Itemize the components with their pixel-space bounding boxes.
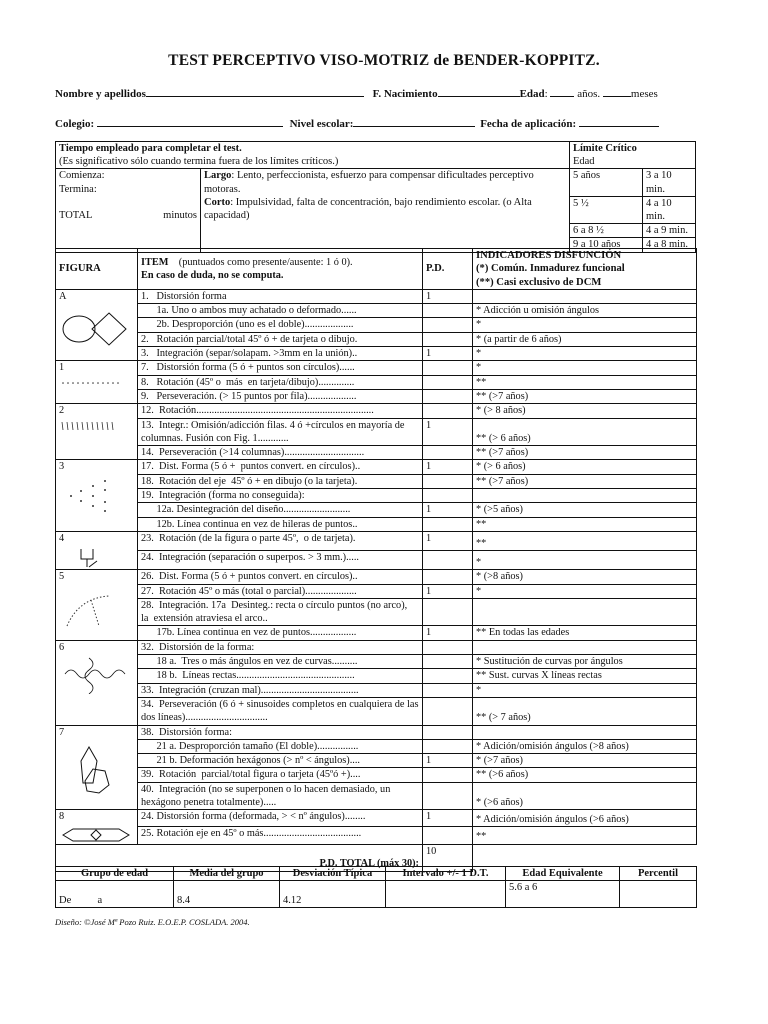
item-indicator	[473, 289, 697, 303]
item-row	[56, 683, 697, 697]
group-header-0: Grupo de edad	[56, 867, 174, 881]
item-indicator: ** (>6 años)	[473, 768, 697, 782]
item-score[interactable]	[423, 304, 473, 318]
figure-1-sketch	[59, 377, 133, 391]
item-text: 21 b. Deformación hexágonos (> nº < ángulos)....	[138, 754, 423, 768]
item-text: 7. Distorsión forma (5 ó + puntos son círculos)......	[138, 361, 423, 375]
item-score[interactable]	[423, 669, 473, 683]
item-text: 32. Distorsión de la forma:	[138, 640, 423, 654]
time-header-title: Tiempo empleado para completar el test.	[59, 143, 242, 154]
group-age-range[interactable]: De a	[56, 881, 174, 908]
item-text: 25. Rotación eje en 45º o más......................................	[138, 827, 423, 844]
figure-cell	[56, 531, 138, 569]
item-indicator: * Sustitución de curvas por ángulos	[473, 655, 697, 669]
item-row	[56, 446, 697, 460]
group-desviacion[interactable]: 4.12	[280, 881, 386, 908]
item-text: 14. Perseveración (>14 columnas)...............................	[138, 446, 423, 460]
item-score[interactable]	[423, 389, 473, 403]
item-row	[56, 304, 697, 318]
figure-cell	[56, 725, 138, 810]
item-row	[56, 584, 697, 598]
item-indicator: * (>5 años)	[473, 503, 697, 517]
item-indicator: *	[473, 584, 697, 598]
item-score[interactable]	[423, 570, 473, 584]
item-score[interactable]	[423, 725, 473, 739]
item-indicator: * (>7 años)	[473, 754, 697, 768]
item-score[interactable]: 1	[423, 289, 473, 303]
limite-edad-3: 9 a 10 años	[569, 238, 642, 252]
group-edad-equivalente[interactable]: 5.6 a 6	[506, 881, 620, 908]
pd-total-label: P.D. TOTAL (máx 30):	[138, 844, 423, 871]
item-score[interactable]: 1	[423, 810, 473, 827]
edad-col-header: Edad	[572, 156, 595, 168]
item-header-label: ITEM	[141, 256, 169, 268]
item-text: 12b. Línea continua en vez de hileras de puntos..	[138, 517, 423, 531]
item-text: 12a. Desintegración del diseño..........................	[138, 503, 423, 517]
group-header-3: Intervalo +/- 1 D.T.	[386, 867, 506, 881]
figure-cell	[56, 810, 138, 844]
item-row	[56, 626, 697, 640]
item-score[interactable]	[423, 697, 473, 725]
item-text: 24. Integración (separación o superpos. > 3 mm.).....	[138, 551, 423, 570]
form-line-2	[55, 116, 659, 130]
largo-text: : Lento, perfeccionista, esfuerzo para compensar dificultades perceptivo motoras.	[204, 170, 534, 195]
limite-edad-2: 6 a 8 ½	[569, 224, 642, 238]
item-score[interactable]	[423, 404, 473, 418]
item-indicator: **	[473, 517, 697, 531]
colegio-field[interactable]	[97, 116, 283, 127]
figure-label: 8	[59, 811, 65, 823]
item-indicator: ** Sust. curvas X líneas rectas	[473, 669, 697, 683]
figure-6-sketch	[59, 656, 133, 694]
item-row	[56, 318, 697, 332]
item-text: 40. Integración (no se superponen o lo hacen demasiado, un hexágono penetra totalmente).....	[138, 782, 423, 810]
total-time-label: TOTAL	[59, 210, 93, 222]
item-indicator: * Adicción u omisión ángulos	[473, 304, 697, 318]
item-row	[56, 768, 697, 782]
time-entries	[56, 169, 201, 252]
item-indicator: ** (>7 años)	[473, 446, 697, 460]
pd-header: P.D.	[423, 249, 473, 290]
figure-label: 4	[59, 532, 65, 544]
item-indicator	[473, 489, 697, 503]
item-row	[56, 669, 697, 683]
item-text: 24. Distorsión forma (deformada, > < nº ángulos)........	[138, 810, 423, 827]
item-indicator: ** En todas las edades	[473, 626, 697, 640]
item-score[interactable]: 1	[423, 418, 473, 446]
figure-cell	[56, 404, 138, 460]
item-header-note: (puntuados como presente/ausente: 1 ó 0).	[178, 256, 353, 268]
item-text: 17. Dist. Forma (5 ó + puntos convert. en círculos)..	[138, 460, 423, 474]
item-score[interactable]	[423, 768, 473, 782]
item-row	[56, 655, 697, 669]
edad-label: Edad	[519, 88, 545, 100]
item-indicator	[473, 598, 697, 626]
group-header-2: Desviación Típica	[280, 867, 386, 881]
item-text: 1a. Uno o ambos muy achatado o deformado......	[138, 304, 423, 318]
item-indicator: *	[473, 347, 697, 361]
nacimiento-label: F. Nacimiento	[372, 88, 438, 100]
item-score[interactable]	[423, 640, 473, 654]
item-score[interactable]	[423, 446, 473, 460]
item-indicator: *	[473, 361, 697, 375]
nombre-label: Nombre y apellidos	[55, 88, 146, 100]
item-text: 9. Perseveración. (> 15 puntos por fila)...................	[138, 389, 423, 403]
limite-edad-1: 5 ½	[569, 196, 642, 223]
nombre-field[interactable]	[146, 86, 364, 97]
item-indicator: * (>6 años)	[473, 782, 697, 810]
item-row	[56, 332, 697, 346]
item-indicator: * Adición/omisión ángulos (>6 años)	[473, 810, 697, 827]
time-interpretation	[201, 169, 570, 252]
item-row	[56, 697, 697, 725]
indicators-header-3: (**) Casi exclusivo de DCM	[476, 276, 602, 288]
group-header-1: Media del grupo	[174, 867, 280, 881]
corto-text: : Impulsividad, falta de concentración, bajo rendimiento escolar. (o Alta capacidad)	[204, 196, 532, 222]
item-row	[56, 460, 697, 474]
limite-intervalo-0: 3 a 10 min.	[642, 169, 695, 196]
item-indicator: *	[473, 683, 697, 697]
item-header	[138, 249, 423, 290]
item-indicator: * (>8 años)	[473, 570, 697, 584]
item-score[interactable]: 1	[423, 626, 473, 640]
item-score[interactable]: 1	[423, 460, 473, 474]
item-row	[56, 347, 697, 361]
item-score[interactable]	[423, 598, 473, 626]
item-row	[56, 375, 697, 389]
item-row	[56, 389, 697, 403]
item-row	[56, 598, 697, 626]
item-score[interactable]: 1	[423, 754, 473, 768]
item-score[interactable]: 1	[423, 347, 473, 361]
item-score[interactable]: 1	[423, 531, 473, 550]
item-indicator: *	[473, 551, 697, 570]
figure-5-sketch	[59, 586, 133, 630]
limite-header-label: Límite Crítico	[572, 143, 637, 154]
item-row	[56, 531, 697, 550]
group-media[interactable]: 8.4	[174, 881, 280, 908]
nivel-field[interactable]	[353, 116, 475, 127]
items-table	[55, 248, 697, 872]
item-text: 17b. Línea continua en vez de puntos..................	[138, 626, 423, 640]
item-score[interactable]	[423, 474, 473, 488]
limite-intervalo-1: 4 a 10 min.	[642, 196, 695, 223]
figure-4-sketch	[59, 547, 133, 569]
limite-edad-0: 5 años	[569, 169, 642, 196]
item-text: 2b. Desproporción (uno es el doble)...................	[138, 318, 423, 332]
item-indicator: *	[473, 318, 697, 332]
item-score[interactable]	[423, 683, 473, 697]
item-row	[56, 517, 697, 531]
item-score[interactable]	[423, 332, 473, 346]
item-score[interactable]	[423, 827, 473, 844]
item-row	[56, 361, 697, 375]
figure-label: 2	[59, 405, 65, 417]
figure-cell	[56, 460, 138, 531]
termina-label: Termina:	[59, 183, 97, 195]
item-row	[56, 551, 697, 570]
item-text: 28. Integración. 17a Desinteg.: recta o círculo puntos (no arco), la extensión atraviesa el arco..	[138, 598, 423, 626]
item-indicator: ** (> 6 años)	[473, 418, 697, 446]
item-score[interactable]	[423, 361, 473, 375]
pd-total-value[interactable]: 10	[423, 844, 473, 871]
edad-meses-field[interactable]	[603, 86, 631, 97]
figure-2-sketch	[59, 420, 133, 434]
item-row	[56, 782, 697, 810]
item-indicator	[473, 725, 697, 739]
item-indicator: **	[473, 531, 697, 550]
item-indicator: **	[473, 375, 697, 389]
item-indicator: ** (> 7 años)	[473, 697, 697, 725]
largo-label: Largo	[204, 170, 232, 182]
meses-label: meses	[630, 88, 658, 100]
figure-label: 7	[59, 726, 65, 738]
form-line-1: Nombre y apellidos F. Nacimiento Edad: años. meses	[55, 88, 658, 100]
nacimiento-field[interactable]	[438, 86, 520, 97]
item-row	[56, 754, 697, 768]
fecha-field[interactable]	[579, 116, 659, 127]
group-intervalo[interactable]	[386, 881, 506, 908]
item-text: 13. Integr.: Omisión/adicción filas. 4 ó +círculos en mayoría de columnas. Fusión con Fig. 1............	[138, 418, 423, 446]
figure-label: A	[59, 290, 67, 302]
item-score[interactable]	[423, 517, 473, 531]
item-text: 38. Distorsión forma:	[138, 725, 423, 739]
indicators-header	[473, 249, 697, 290]
limite-intervalo-2: 4 a 9 min.	[642, 224, 695, 238]
item-text: 8. Rotación (45º o más en tarjeta/dibujo)..............	[138, 375, 423, 389]
group-header-5: Percentil	[620, 867, 697, 881]
item-indicator: ** (>7 años)	[473, 474, 697, 488]
figure-label: 5	[59, 571, 65, 583]
item-row	[56, 474, 697, 488]
item-row	[56, 640, 697, 654]
indicators-header-1: INDICADORES DISFUNCIÓN	[476, 250, 622, 261]
indicators-header-2: (*) Común. Inmadurez funcional	[476, 263, 625, 275]
time-header-note: (Es significativo sólo cuando termina fuera de los límites críticos.)	[59, 156, 339, 168]
corto-label: Corto	[204, 196, 231, 208]
item-text: 1. Distorsión forma	[138, 289, 423, 303]
colegio-label: Colegio:	[55, 118, 95, 130]
item-score[interactable]: 1	[423, 584, 473, 598]
item-text: 23. Rotación (de la figura o parte 45º, o de tarjeta).	[138, 531, 423, 550]
group-header-4: Edad Equivalente	[506, 867, 620, 881]
item-text: 21 a. Desproporción tamaño (El doble)................	[138, 739, 423, 753]
item-header-note2: En caso de duda, no se computa.	[141, 269, 284, 281]
figure-7-sketch	[59, 741, 133, 795]
item-score[interactable]	[423, 551, 473, 570]
item-text: 34. Perseveración (6 ó + sinusoides completos en cualquiera de las dos líneas)................................	[138, 697, 423, 725]
item-score[interactable]	[423, 655, 473, 669]
item-row	[56, 289, 697, 303]
item-score[interactable]: 1	[423, 503, 473, 517]
figure-a-sketch	[59, 305, 133, 351]
item-indicator: * (> 8 años)	[473, 404, 697, 418]
limite-intervalo-3: 4 a 8 min.	[642, 238, 695, 252]
item-row	[56, 404, 697, 418]
group-percentil[interactable]	[620, 881, 697, 908]
item-text: 27. Rotación 45º o más (total o parcial)....................	[138, 584, 423, 598]
credit-line: Diseño: ©José Mª Pozo Ruiz. E.O.E.P. COSLADA. 2004.	[55, 917, 250, 927]
figure-cell	[56, 361, 138, 404]
edad-anos-field[interactable]	[550, 86, 574, 97]
item-row	[56, 810, 697, 827]
figure-label: 6	[59, 641, 65, 653]
limite-header	[569, 142, 695, 169]
group-table	[55, 866, 697, 908]
fecha-label: Fecha de aplicación:	[480, 118, 577, 130]
nivel-label: Nivel escolar:	[289, 118, 354, 130]
item-text: 18 a. Tres o más ángulos en vez de curvas..........	[138, 655, 423, 669]
item-row	[56, 725, 697, 739]
item-row	[56, 503, 697, 517]
time-header	[56, 142, 570, 169]
time-table	[55, 141, 696, 253]
item-indicator: * Adición/omisión ángulos (>8 años)	[473, 739, 697, 753]
item-indicator: ** (>7 años)	[473, 389, 697, 403]
item-row	[56, 570, 697, 584]
figure-label: 3	[59, 461, 65, 473]
figure-3-sketch	[59, 476, 133, 520]
item-indicator: * (a partir de 6 años)	[473, 332, 697, 346]
item-text: 12. Rotación.....................................................................	[138, 404, 423, 418]
item-score[interactable]	[423, 318, 473, 332]
item-indicator: * (> 6 años)	[473, 460, 697, 474]
figure-cell	[56, 570, 138, 640]
comienza-label: Comienza:	[59, 170, 105, 182]
item-row	[56, 489, 697, 503]
item-score[interactable]	[423, 739, 473, 753]
item-score[interactable]	[423, 782, 473, 810]
item-text: 18. Rotación del eje 45º ó + en dibujo (o la tarjeta).	[138, 474, 423, 488]
item-text: 19. Integración (forma no conseguida):	[138, 489, 423, 503]
figure-cell	[56, 640, 138, 725]
minutos-label: minutos	[163, 210, 197, 222]
item-row	[56, 739, 697, 753]
anos-label: años.	[577, 88, 601, 100]
item-text: 3. Integración (separ/solapam. >3mm en la unión)..	[138, 347, 423, 361]
figure-label: 1	[59, 362, 65, 374]
item-score[interactable]	[423, 489, 473, 503]
figura-header: FIGURA	[56, 249, 138, 290]
item-indicator	[473, 640, 697, 654]
item-score[interactable]	[423, 375, 473, 389]
item-indicator: **	[473, 827, 697, 844]
item-text: 33. Integración (cruzan mal)......................................	[138, 683, 423, 697]
item-row	[56, 827, 697, 844]
item-text: 2. Rotación parcial/total 45º ó + de tarjeta o dibujo.	[138, 332, 423, 346]
item-row	[56, 418, 697, 446]
item-text: 18 b. Líneas rectas..............................................	[138, 669, 423, 683]
item-text: 39. Rotación parcial/total figura o tarjeta (45ºó +)....	[138, 768, 423, 782]
item-text: 26. Dist. Forma (5 ó + puntos convert. en círculos)..	[138, 570, 423, 584]
figure-8-sketch	[59, 826, 133, 844]
figure-cell	[56, 289, 138, 360]
page-title: TEST PERCEPTIVO VISO-MOTRIZ de BENDER-KOPPITZ.	[168, 52, 600, 69]
